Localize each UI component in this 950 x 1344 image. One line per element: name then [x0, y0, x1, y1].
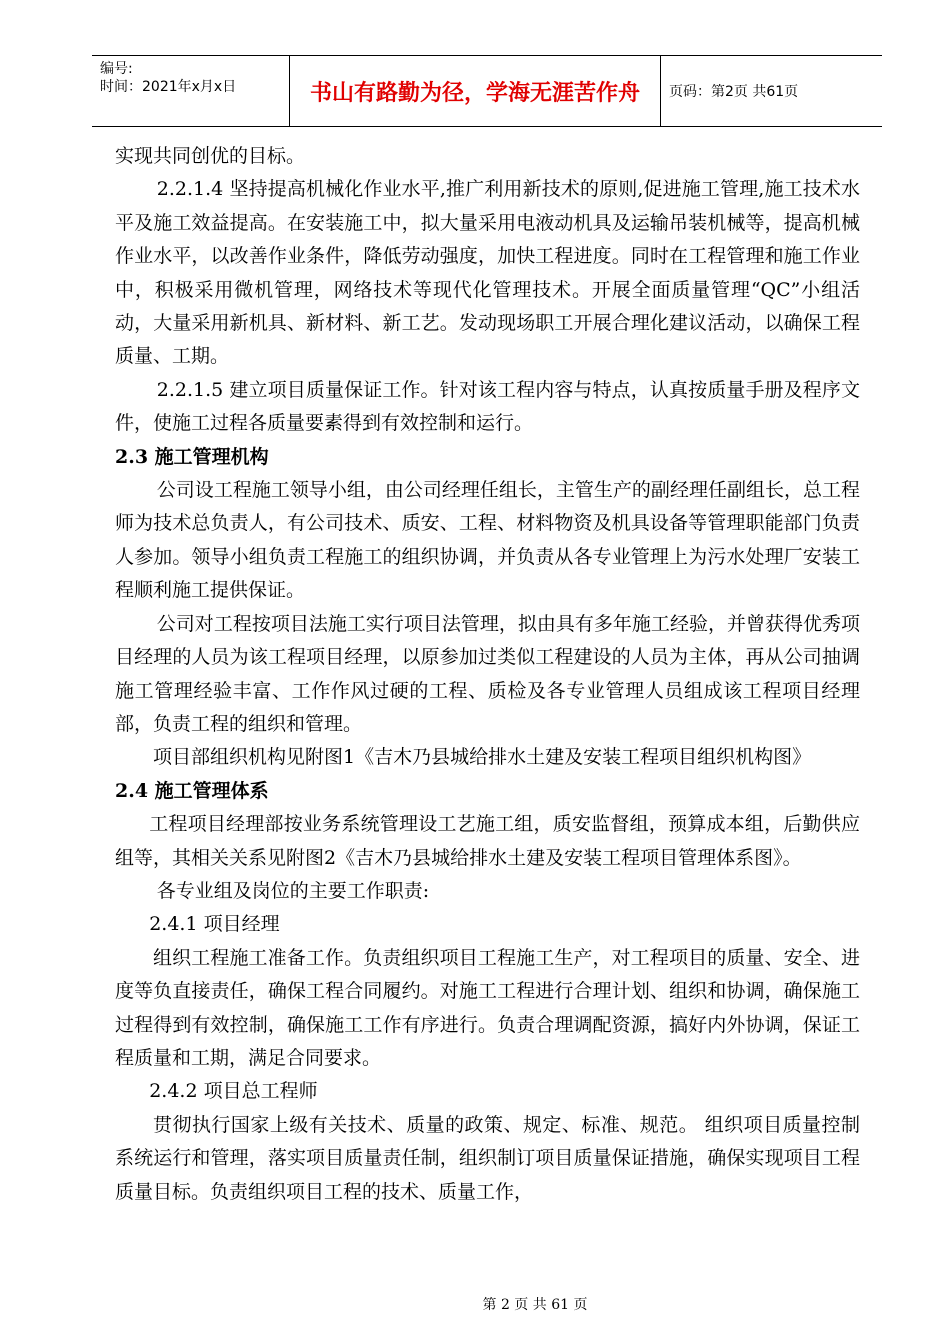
header-motto: 书山有路勤为径，学海无涯苦作舟 [290, 56, 661, 126]
paragraph: 项目部组织机构见附图1《吉木乃县城给排水土建及安装工程项目组织机构图》 [153, 746, 812, 769]
section-heading-2-4: 2.4 施工管理体系 [115, 779, 269, 802]
header-page-number: 页码：第2页 共61页 [669, 84, 799, 100]
subsection-heading-2-4-2: 2.4.2 项目总工程师 [149, 1080, 318, 1103]
page-header [92, 55, 882, 127]
document-body [115, 140, 860, 1209]
paragraph: 工程项目经理部按业务系统管理设工艺施工组，质安监督组，预算成本组，后勤供应组等，其相关关系见附图2《吉木乃县城给排水土建及安装工程项目管理体系图》。 [115, 813, 860, 869]
paragraph: 各专业组及岗位的主要工作职责: [156, 879, 430, 902]
paragraph: 贯彻执行国家上级有关技术、质量的政策、规定、标准、规范。 组织项目质量控制系统运行和管理，落实项目质量责任制，组织制订项目质量保证措施，确保实现项目工程质量目标。负责组织项目工程的技术、质量工作， [115, 1113, 860, 1203]
section-heading-2-3: 2.3 施工管理机构 [115, 445, 269, 468]
subsection-heading-2-4-1: 2.4.1 项目经理 [149, 913, 280, 936]
paragraph: 公司对工程按项目法施工实行项目法管理，拟由具有多年施工经验，并曾获得优秀项目经理的人员为该工程项目经理，以原参加过类似工程建设的人员为主体，再从公司抽调施工管理经验丰富、工作作风过硬的工程、质检及各专业管理人员组成该工程项目经理部，负责工程的组织和管理。 [115, 612, 860, 735]
page-footer: 第 2 页 共 61 页 [482, 1297, 588, 1313]
paragraph: 公司设工程施工领导小组，由公司经理任组长，主管生产的副经理任副组长，总工程师为技术总负责人，有公司技术、质安、工程、材料物资及机具设备等管理职能部门负责人参加。领导小组负责工程施工的组织协调，并负责从各专业管理上为污水处理厂安装工程顺利施工提供保证。 [115, 479, 860, 602]
header-meta [92, 56, 290, 126]
paragraph: 实现共同创优的目标。 [115, 145, 306, 167]
paragraph: 2.2.1.5 建立项目质量保证工作。针对该工程内容与特点，认真按质量手册及程序文件，使施工过程各质量要素得到有效控制和运行。 [115, 378, 860, 435]
paragraph: 组织工程施工准备工作。负责组织项目工程施工生产，对工程项目的质量、安全、进度等负直接责任，确保工程合同履约。对施工工程进行合理计划、组织和协调，确保施工过程得到有效控制，确保施工工作有序进行。负责合理调配资源，搞好内外协调，保证工程质量和工期，满足合同要求。 [115, 946, 860, 1069]
paragraph: 2.2.1.4 坚持提高机械化作业水平,推广利用新技术的原则,促进施工管理,施工技术水平及施工效益提高。在安装施工中，拟大量采用电液动机具及运输吊装机械等，提高机械作业水平，以改善作业条件，降低劳动强度，加快工程进度。同时在工程管理和施工作业中，积极采用微机管理，网络技术等现代化管理技术。开展全面质量管理“QC”小组活动，大量采用新机具、新材料、新工艺。发动现场职工开展合理化建议活动，以确保工程质量、工期。 [115, 178, 860, 368]
document-number-label: 编号: [100, 61, 133, 77]
document-time-label: 时间：2021年x月x日 [100, 79, 237, 95]
